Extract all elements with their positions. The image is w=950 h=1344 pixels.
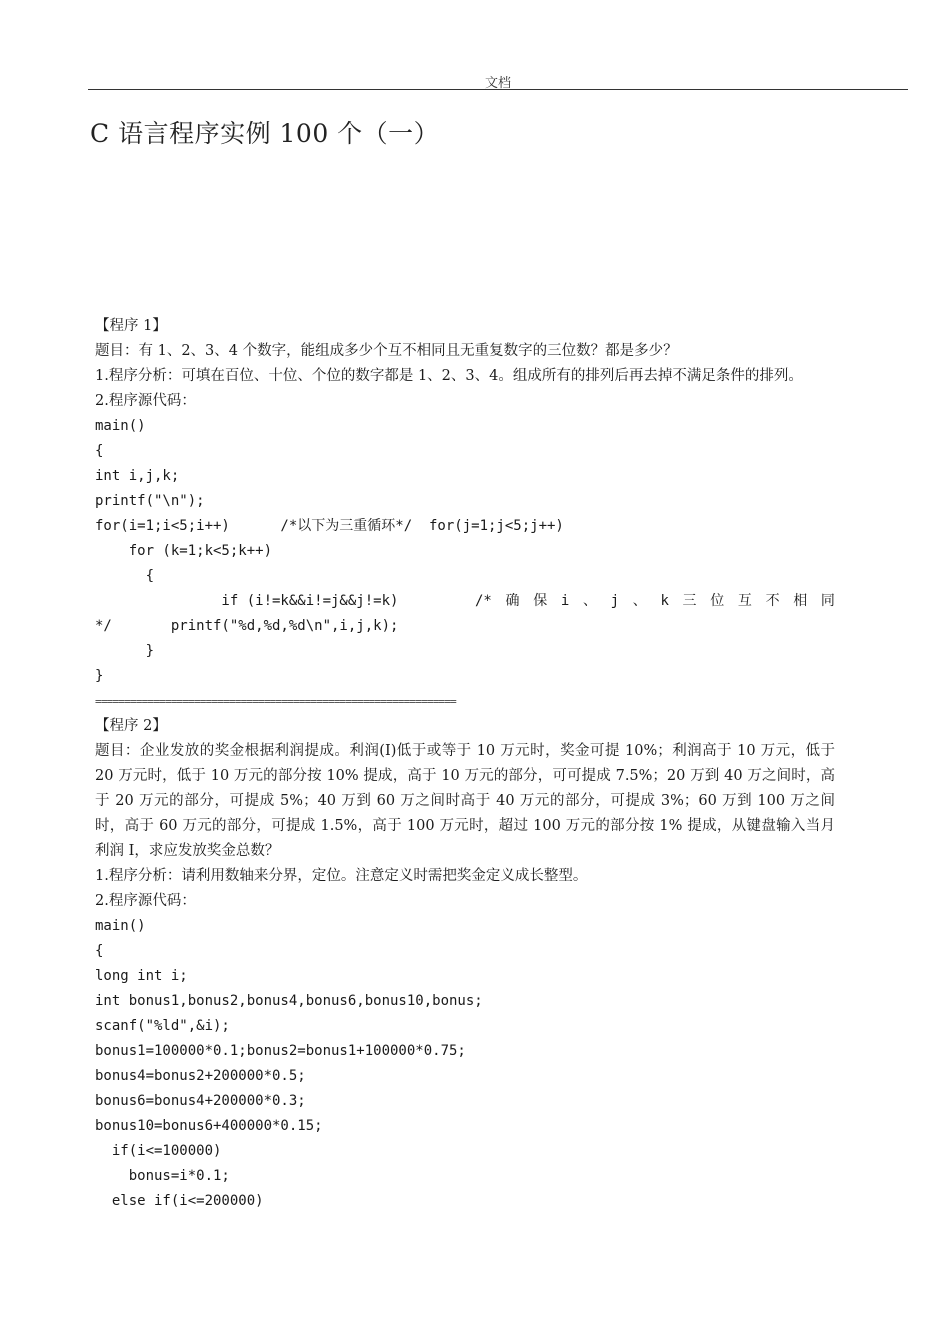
- comment-token: 不: [765, 593, 780, 609]
- comment-token: 确: [505, 593, 520, 609]
- comment-token: k: [660, 593, 669, 609]
- code-line: bonus10=bonus6+400000*0.15;: [95, 1118, 323, 1134]
- code-line: bonus1=100000*0.1;bonus2=bonus1+100000*0.75;: [95, 1043, 466, 1059]
- comment-token: /*: [475, 593, 492, 609]
- document-title: C 语言程序实例 100 个（一）: [90, 119, 440, 148]
- section-separator: ==============================================================: [95, 695, 456, 708]
- comment-token: 、: [632, 593, 647, 609]
- comment-token: 互: [737, 593, 752, 609]
- code-line: printf("\n");: [95, 493, 205, 509]
- code-if-comment: [475, 589, 835, 614]
- code-line: int bonus1,bonus2,bonus4,bonus6,bonus10,bonus;: [95, 993, 483, 1009]
- comment-token: 保: [533, 593, 548, 609]
- program2-question: 题目：企业发放的奖金根据利润提成。利润(I)低于或等于 10 万元时，奖金可提 10%；利润高于 10 万元，低于 20 万元时，低于 10 万元的部分按 10% 提成，高于 10 万元的部分，可可提成 7.5%；20 万到 40 万之间时，高于 20 万元的部分，可提成 5%；40 万到 60 万之间时高于 40 万元的部分，可提成 3%；60 万到 100 万之间时，高于 60 万元的部分，可提成 1.5%，高于 100 万元时，超过 100 万元的部分按 1% 提成，从键盘输入当月利润 I，求应发放奖金总数？: [95, 743, 835, 859]
- comment-token: i: [560, 593, 570, 609]
- code-line: {: [95, 943, 104, 959]
- code-line: }: [95, 668, 104, 684]
- document-body: [95, 314, 835, 1214]
- comment-token: 相: [793, 593, 808, 609]
- header-rule: [88, 89, 908, 90]
- code-line: bonus6=bonus4+200000*0.3;: [95, 1093, 306, 1109]
- comment-token: 同: [820, 593, 835, 609]
- comment-token: 三: [682, 593, 697, 609]
- code-line: }: [95, 643, 155, 659]
- code-line-printf: */ printf("%d,%d,%d\n",i,j,k);: [95, 618, 399, 634]
- code-line: int i,j,k;: [95, 468, 180, 484]
- code-if-condition: if (i!=k&&i!=j&&j!=k): [95, 593, 399, 609]
- page-header-label: 文档: [484, 76, 511, 91]
- code-line: {: [95, 568, 155, 584]
- program1-analysis: 1.程序分析：可填在百位、十位、个位的数字都是 1、2、3、4。组成所有的排列后再去掉不满足条件的排列。: [95, 368, 803, 384]
- code-line-if: [95, 589, 835, 614]
- code-line: bonus=i*0.1;: [95, 1168, 230, 1184]
- code-line: if(i<=100000): [95, 1143, 222, 1159]
- comment-token: 位: [710, 593, 725, 609]
- program1-source-label: 2.程序源代码：: [95, 393, 196, 409]
- code-line: {: [95, 443, 104, 459]
- code-line: long int i;: [95, 968, 188, 984]
- code-line: for(i=1;i<5;i++) /*以下为三重循环*/ for(j=1;j<5;j++): [95, 518, 564, 534]
- program2-analysis: 1.程序分析：请利用数轴来分界，定位。注意定义时需把奖金定义成长整型。: [95, 868, 588, 884]
- code-line: main(): [95, 418, 146, 434]
- code-line: scanf("%ld",&i);: [95, 1018, 230, 1034]
- program2-source-label: 2.程序源代码：: [95, 893, 196, 909]
- code-line: else if(i<=200000): [95, 1193, 264, 1209]
- code-line: bonus4=bonus2+200000*0.5;: [95, 1068, 306, 1084]
- comment-token: j: [610, 593, 620, 609]
- program1-heading: 【程序 1】: [95, 318, 167, 334]
- comment-token: 、: [582, 593, 597, 609]
- program2-heading: 【程序 2】: [95, 718, 167, 734]
- program1-question: 题目：有 1、2、3、4 个数字，能组成多少个互不相同且无重复数字的三位数？都是多少？: [95, 343, 678, 359]
- code-line: main(): [95, 918, 146, 934]
- code-line: for (k=1;k<5;k++): [95, 543, 273, 559]
